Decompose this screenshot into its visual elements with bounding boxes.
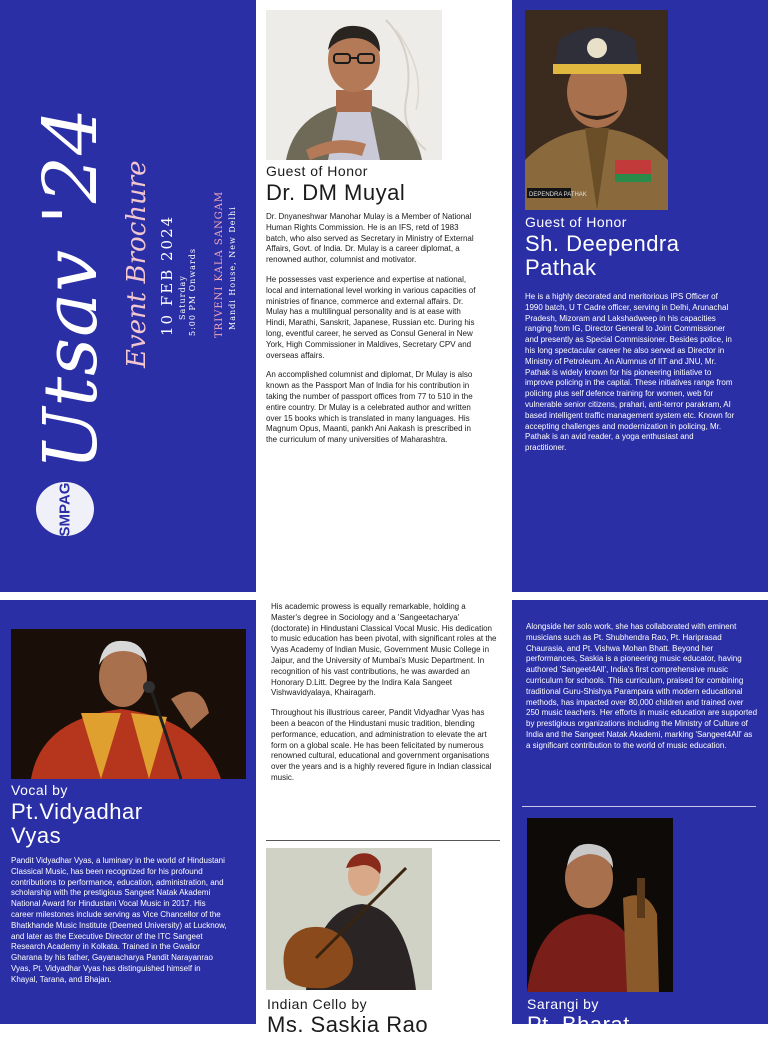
portrait-illustration <box>527 818 673 992</box>
vyas-cont-p1: His academic prowess is equally remarkable, holding a Master's degree in Sociology and a 'Sangeetacharya' (doctorate) in Hindustani Classical Vocal Music. His dedication to music education has been pivotal, with significant roles at the Vyas Academy of Indian Music, Government Music College in Jaipur, and the University of Mumbai's Music Department. In recognition of his vast contributions, he was awarded an Honorary D.Litt. Degree by the Indira Kala Sangeet Vishwavidyalaya, Khairagarh. <box>271 602 497 698</box>
event-day: Saturday <box>178 275 187 320</box>
pathak-name-line2: Pathak <box>525 255 597 280</box>
event-title: Utsav '24 <box>28 106 114 470</box>
portrait-illustration <box>525 10 668 210</box>
event-venue: TRIVENI KALA SANGAM <box>214 190 225 338</box>
vyas-panel <box>0 600 256 1024</box>
section-divider <box>522 806 756 807</box>
bharat-name: Pt. Bharat <box>527 1012 630 1037</box>
pathak-panel <box>512 0 768 592</box>
pathak-bio: He is a highly decorated and meritorious IPS Officer of 1990 batch, U T Cadre officer, serving in Delhi, Arunachal Pradesh, Mizoram and Lakshadweep in his capacities ranging from IG, Director General to Joint Commissioner and presently as Special Commissioner. Besides police, in his long spectacular career he also served as Director in Ministry of Petroleum. An Alumnus of IIT and JNU, Mr. Pathak is widely known for his pioneering initiative to improve policing in the capital. These initiatives range from policing plus self defence training for women, web for vulnerable senior citizens, prahari, anti-terror parakram, AI based intelligent traffic management system etc. Known for accepting challenges and modernization in policing, Mr. Pathak is an avid reader, a yoga enthusiast and practitioner. <box>525 292 735 453</box>
saskia-cont-panel <box>512 600 768 1037</box>
muyal-name: Dr. DM Muyal <box>266 180 406 205</box>
vyas-photo <box>11 629 246 779</box>
vyas-role: Vocal by <box>11 782 68 798</box>
saskia-cont-bio: Alongside her solo work, she has collaborated with eminent musicians such as Pt. Shubhendra Rao, Pt. Hariprasad Chaurasia, and Pt. Vishwa Mohan Bhatt. Beyond her performances, Saskia is a pioneering music educator, having authored 'Sangeet4All', India's first comprehensive music curriculum for schools. This curriculum, praised for combining traditional Guru-Shishya Parampara with modern educational methods, has impacted over 80,000 children and trained over 250 music teachers. Her efforts in music education are supported by prestigious organizations including the Ministry of Culture of India and the Sangeet Natak Akademi, marking 'Sangeet4All' as a significant contribution to the world of music education. <box>526 622 758 750</box>
vyas-cont-panel <box>256 600 512 1037</box>
event-subtitle: Event Brochure <box>122 160 152 368</box>
vyas-name-line1: Pt.Vidyadhar <box>11 799 143 824</box>
vyas-bio: Pandit Vidyadhar Vyas, a luminary in the world of Hindustani Classical Music, has been recognized for his profound contributions to performance, education, administration, and scholarship with the prestigious Sangeet Natak Akademi National Award for Hindustani Vocal Music in 2017. His career milestones include serving as Vice Chancellor of the Bhatkhande Music Institute (Deemed University) at Lucknow, and later as the Executive Director of the ITC Sangeet Research Academy in Kolkata. Trained in the Gwalior Gharana by his father, Gayanacharya Pandit Narayanrao Vyas, Pt. Vidyadhar Vyas has distinguished himself in Khayal, Tarana, and Bhajan. <box>11 856 227 984</box>
cover-rotated-content <box>8 20 248 580</box>
portrait-illustration <box>266 848 432 990</box>
rao-role: Indian Cello by <box>267 996 368 1012</box>
rao-name: Ms. Saskia Rao <box>267 1012 429 1037</box>
section-divider <box>266 840 500 841</box>
muyal-bio-p2: He possesses vast experience and expertise at national, local and international level working in various capacities of ministries of finance, commerce and external affairs. Dr. Mulay has a multilingual personality and is at ease with Hindi, Marathi, Sanskrit, Japanese, Russian etc. During his long, eventful career, he served as Consul General in New York, High Commissioner in Maldives, Secretary CPV and overseas affairs. <box>266 274 476 360</box>
vyas-cont-bio <box>271 602 497 793</box>
pathak-badge-text: DEPENDRA PATHAK <box>529 192 587 198</box>
vyas-name-line2: Vyas <box>11 823 62 848</box>
cover-panel <box>0 0 256 592</box>
muyal-bio-p1: Dr. Dnyaneshwar Manohar Mulay is a Member of National Human Rights Commission. He is an IFS, retd of 1983 batch, who also served as Secretary in Ministry of External Affairs, Govt. of India. Dr. Mulay is a career diplomat, a renowned author, columnist and motivator. <box>266 212 474 265</box>
event-date: 10 FEB 2024 <box>158 214 176 336</box>
vyas-cont-p2: Throughout his illustrious career, Pandit Vidyadhar Vyas has been a beacon of the Hindustani music tradition, blending performance, education, and administration to elevate the art form on a global scale. He has been felicitated by numerous renowned cultural, educational and government organisations over the years and is a highly revered figure in Indian classical music. <box>271 708 492 782</box>
portrait-illustration <box>11 629 246 779</box>
muyal-bio <box>266 212 476 455</box>
muyal-role: Guest of Honor <box>266 163 368 179</box>
rao-photo <box>266 848 432 990</box>
logo-text: SMPAG <box>56 482 74 536</box>
portrait-illustration <box>266 10 442 160</box>
event-venue-location: Mandi House, New Delhi <box>228 206 237 330</box>
muyal-photo <box>266 10 442 160</box>
pathak-photo <box>525 10 668 210</box>
bharat-photo <box>527 818 673 992</box>
bharat-role: Sarangi by <box>527 996 599 1012</box>
pathak-name-line1: Sh. Deependra <box>525 231 680 256</box>
pathak-role: Guest of Honor <box>525 214 627 230</box>
muyal-panel <box>256 0 512 592</box>
event-time: 5:00 PM Onwards <box>188 247 197 336</box>
smpag-logo <box>36 482 94 536</box>
muyal-bio-p3: An accomplished columnist and diplomat, Dr Mulay is also known as the Passport Man of India for his contribution in taking the number of passport offices from 77 to 510 in the entire country. Dr Mulay is a celebrated author and written over 15 books which is translated in many languages. His Magnum Opus, Maanti, pankh Ani Aakash is prescribed in the curriculum of many universities of Maharashtra. <box>266 370 473 445</box>
